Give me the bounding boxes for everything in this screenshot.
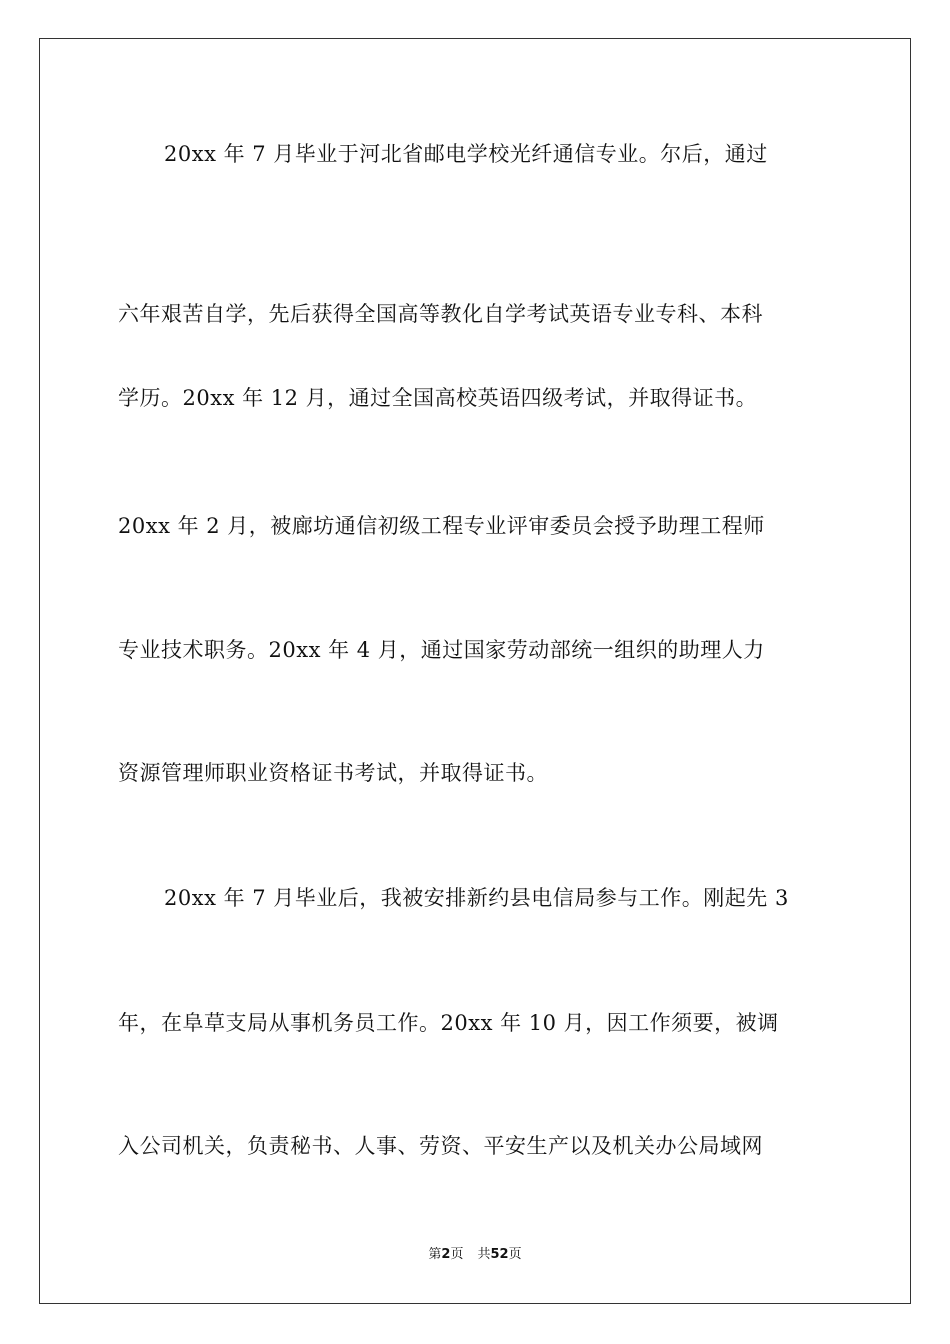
page-number: 2 bbox=[441, 1247, 451, 1262]
paragraph-line: 年，在阜草支局从事机务员工作。20xx 年 10 月，因工作须要，被调 bbox=[118, 1011, 779, 1035]
paragraph-line: 学历。20xx 年 12 月，通过全国高校英语四级考试，并取得证书。 bbox=[118, 386, 758, 410]
page-label-suffix: 页 bbox=[450, 1247, 464, 1262]
document-page bbox=[39, 38, 911, 1304]
total-label-suffix: 页 bbox=[508, 1247, 522, 1262]
paragraph-line: 20xx 年 2 月，被廊坊通信初级工程专业评审委员会授予助理工程师 bbox=[118, 514, 765, 538]
paragraph-line: 资源管理师职业资格证书考试，并取得证书。 bbox=[118, 761, 548, 785]
page-label-prefix: 第 bbox=[428, 1247, 442, 1262]
paragraph-line: 专业技术职务。20xx 年 4 月，通过国家劳动部统一组织的助理人力 bbox=[118, 638, 765, 662]
paragraph-line: 20xx 年 7 月毕业于河北省邮电学校光纤通信专业。尔后，通过 bbox=[164, 142, 768, 166]
total-label-prefix: 共 bbox=[477, 1247, 491, 1262]
total-pages: 52 bbox=[490, 1247, 509, 1262]
paragraph-line: 入公司机关，负责秘书、人事、劳资、平安生产以及机关办公局域网 bbox=[118, 1134, 763, 1158]
paragraph-line: 20xx 年 7 月毕业后，我被安排新约县电信局参与工作。刚起先 3 bbox=[164, 886, 789, 910]
paragraph-line: 六年艰苦自学，先后获得全国高等教化自学考试英语专业专科、本科 bbox=[118, 302, 763, 326]
page-footer bbox=[40, 1246, 910, 1264]
